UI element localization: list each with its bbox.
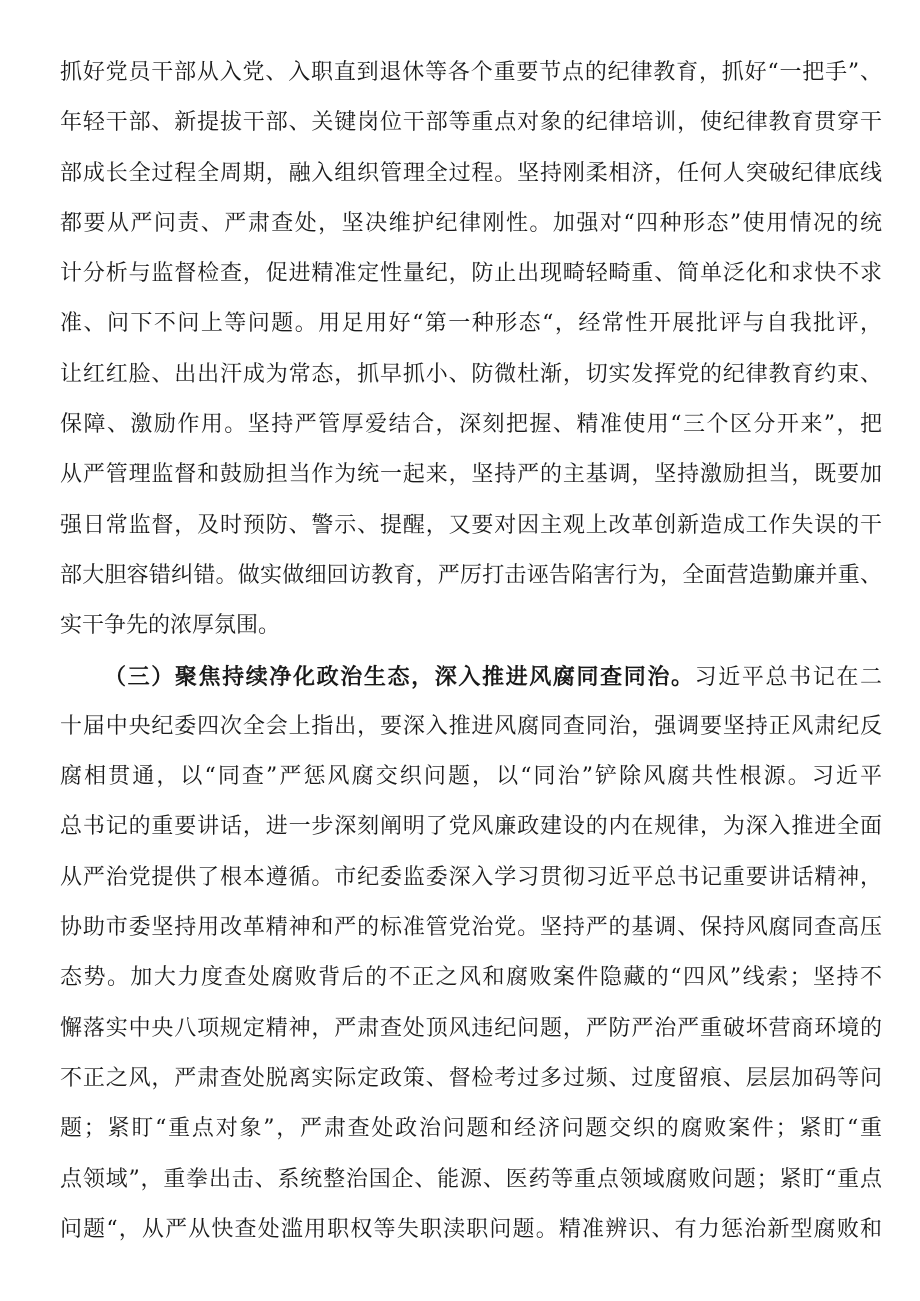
paragraph-line: 强日常监督，及时预防、警示、提醒，又要对因主观上改革创新造成工作失误的干 (60, 512, 882, 538)
paragraph-line: 协助市委坚持用改革精神和严的标准管党治党。坚持严的基调、保持风腐同查高压 (60, 915, 882, 941)
paragraph-line: 部大胆容错纠错。做实做细回访教育，严厉打击诬告陷害行为，全面营造勤廉并重、 (60, 562, 882, 588)
paragraph-line: 抓好党员干部从入党、入职直到退休等各个重要节点的纪律教育，抓好“一把手”、 (60, 60, 882, 85)
paragraph-line: 十届中央纪委四次全会上指出，要深入推进风腐同查同治，强调要坚持正风肃纪反 (60, 713, 882, 739)
paragraph-line: 都要从严问责、严肃查处，坚决维护纪律刚性。加强对“四种形态”使用情况的统 (60, 210, 882, 236)
paragraph-line: 计分析与监督检查，促进精准定性量纪，防止出现畸轻畸重、简单泛化和求快不求 (60, 261, 882, 287)
paragraph-first-line (60, 652, 882, 702)
paragraph-line: 年轻干部、新提拔干部、关键岗位干部等重点对象的纪律培训，使纪律教育贯穿干 (60, 110, 882, 136)
document-body (60, 48, 882, 1255)
paragraph-line: 总书记的重要讲话，进一步深刻阐明了党风廉政建设的内在规律，为深入推进全面 (60, 814, 882, 840)
paragraph-line: 准、问下不问上等问题。用足用好“第一种形态“，经常性开展批评与自我批评， (60, 311, 882, 337)
paragraph-line: 点领域”，重拳出击、系统整治国企、能源、医药等重点领域腐败问题；紧盯“重点 (60, 1166, 882, 1192)
paragraph-line: 从严管理监督和鼓励担当作为统一起来，坚持严的主基调，坚持激励担当，既要加 (60, 462, 882, 488)
paragraph-line: 保障、激励作用。坚持严管厚爱结合，深刻把握、精准使用“三个区分开来”，把 (60, 412, 882, 438)
paragraph-line: 腐相贯通，以“同查”严惩风腐交织问题，以“同治”铲除风腐共性根源。习近平 (60, 764, 882, 790)
paragraph-line: 懈落实中央八项规定精神，严肃查处顶风违纪问题，严防严治严重破坏营商环境的 (60, 1015, 882, 1041)
paragraph-line: 实干争先的浓厚氛围。 (60, 613, 281, 639)
paragraph-1 (60, 48, 882, 652)
paragraph-line: 题；紧盯“重点对象”，严肃查处政治问题和经济问题交织的腐败案件；紧盯“重 (60, 1116, 882, 1142)
paragraph-2 (60, 652, 882, 1256)
paragraph-line: 从严治党提供了根本遵循。市纪委监委深入学习贯彻习近平总书记重要讲话精神， (60, 864, 882, 890)
paragraph-line: 部成长全过程全周期，融入组织管理全过程。坚持刚柔相济，任何人突破纪律底线 (60, 160, 882, 186)
paragraph-line: 问题“，从严从快查处滥用职权等失职渎职问题。精准辨识、有力惩治新型腐败和 (60, 1216, 882, 1242)
paragraph-text: 习近平总书记在二 (694, 664, 882, 690)
section-heading: （三）聚焦持续净化政治生态，深入推进风腐同查同治。 (104, 663, 695, 690)
paragraph-line: 不正之风，严肃查处脱离实际定政策、督检考过多过频、过度留痕、层层加码等问 (60, 1065, 882, 1091)
paragraph-line: 态势。加大力度查处腐败背后的不正之风和腐败案件隐藏的“四风”线索；坚持不 (60, 965, 882, 991)
paragraph-line: 让红红脸、出出汗成为常态，抓早抓小、防微杜渐，切实发挥党的纪律教育约束、 (60, 361, 882, 387)
